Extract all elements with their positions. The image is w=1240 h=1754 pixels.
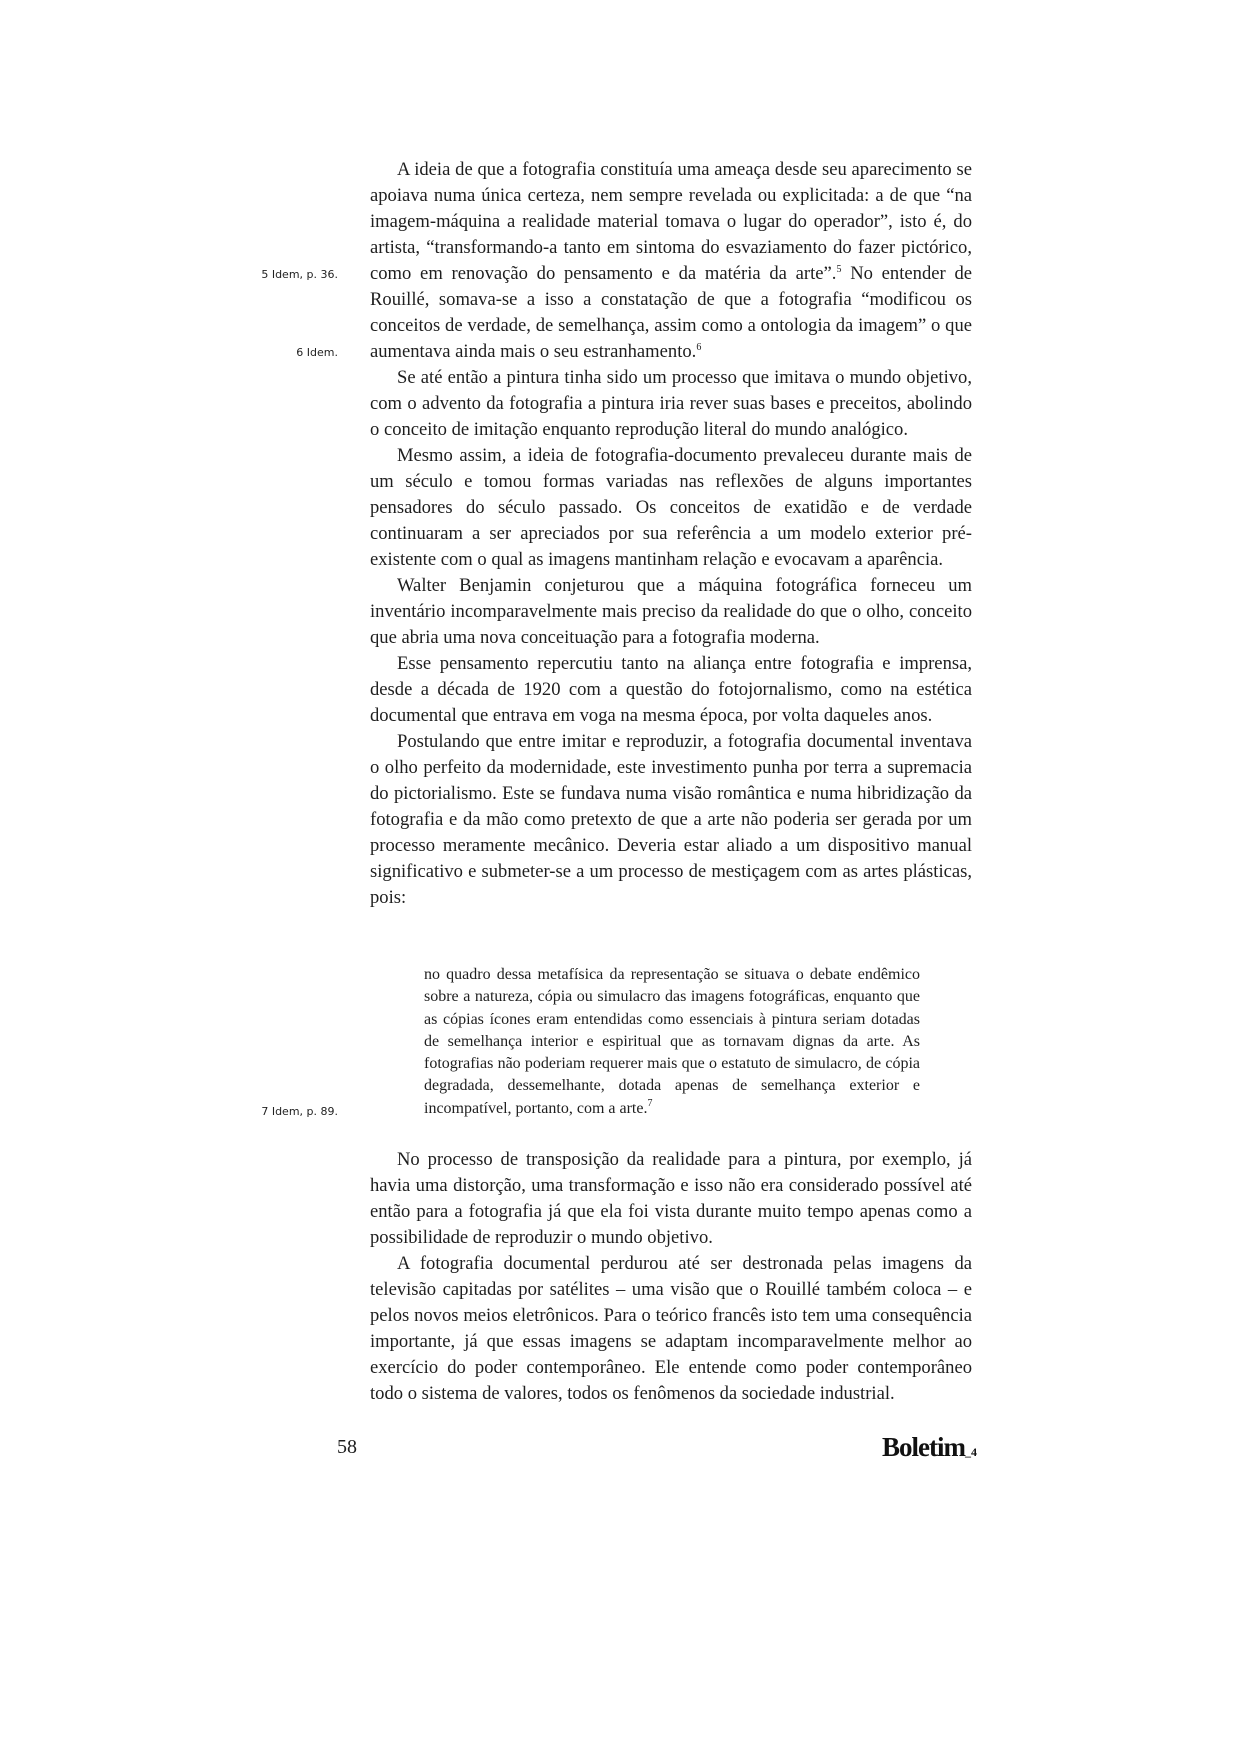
paragraph: Walter Benjamin conjeturou que a máquina fotográfica forneceu um inventário incomparavelmente mais preciso da realidade do que o olho, conceito que abria uma nova conceituação para a fotografia moderna. <box>370 575 972 648</box>
paragraph-text: A ideia de que a fotografia constituía uma ameaça desde seu aparecimento se apoiava numa única certeza, nem sempre revelada ou explicitada: a de que “na imagem-máquina a realidade material tomava o lugar do operador”, isto é, do artista, “transformando-a tanto em sintoma do esvaziamento do fazer pictórico, como em renovação do pensamento e da matéria da arte”. <box>370 159 972 284</box>
footnote-ref: 7 <box>647 1097 653 1109</box>
body-text-top <box>370 157 972 911</box>
margin-footnote: 5 Idem, p. 36. <box>261 268 338 281</box>
paragraph: Se até então a pintura tinha sido um processo que imitava o mundo objetivo, com o advento da fotografia a pintura iria rever suas bases e preceitos, abolindo o conceito de imitação enquanto reprodução literal do mundo analógico. <box>370 367 972 440</box>
paragraph: No processo de transposição da realidade para a pintura, por exemplo, já havia uma distorção, uma transformação e isso não era considerado possível até então para a fotografia já que ela foi vista durante muito tempo apenas como a possibilidade de reproduzir o mundo objetivo. <box>370 1149 972 1248</box>
paragraph <box>370 157 972 365</box>
paragraph: Esse pensamento repercutiu tanto na aliança entre fotografia e imprensa, desde a década de 1920 com a questão do fotojornalismo, como na estética documental que entrava em voga na mesma época, por volta daqueles anos. <box>370 653 972 726</box>
journal-title <box>882 1432 977 1463</box>
block-quote <box>424 964 920 1120</box>
paragraph: A fotografia documental perdurou até ser destronada pelas imagens da televisão capitadas por satélites – uma visão que o Rouillé também coloca – e pelos novos meios eletrônicos. Para o teórico francês isto tem uma consequência importante, já que essas imagens se adaptam incomparavelmente melhor ao exercício do poder contemporâneo. Ele entende como poder contemporâneo todo o sistema de valores, todos os fenômenos da sociedade industrial. <box>370 1253 972 1404</box>
paragraph: Mesmo assim, a ideia de fotografia-documento prevaleceu durante mais de um século e tomou formas variadas nas reflexões de alguns importantes pensadores do século passado. Os conceitos de exatidão e de verdade continuaram a ser apreciados por sua referência a um modelo exterior pré-existente com o qual as imagens mantinham relação e evocavam a aparência. <box>370 445 972 570</box>
journal-issue: _4 <box>964 1445 977 1459</box>
page-number: 58 <box>337 1436 357 1458</box>
footnote-ref: 6 <box>696 342 702 353</box>
margin-footnote: 7 Idem, p. 89. <box>261 1105 338 1118</box>
quote-text: no quadro dessa metafísica da representação se situava o debate endêmico sobre a natureza, cópia ou simulacro das imagens fotográficas, enquanto que as cópias ícones eram entendidas como essenciais à pintura seriam dotadas de semelhança interior e espiritual que as tornavam dignas da arte. As fotografias não poderiam requerer mais que o estatuto de simulacro, de cópia degradada, dessemelhante, dotada apenas de semelhança exterior e incompatível, portanto, com a arte. <box>424 966 920 1117</box>
footnote-ref: 5 <box>836 264 842 275</box>
margin-footnote: 6 Idem. <box>296 346 338 359</box>
paragraph-text: No entender de Rouillé, somava-se a isso a constatação de que a fotografia “modificou os conceitos de verdade, de semelhança, assim como a ontologia da imagem” o que aumentava ainda mais o seu estranhamento. <box>370 263 972 362</box>
journal-name: Boletim <box>882 1432 965 1462</box>
body-text-bottom <box>370 1147 972 1407</box>
paragraph: Postulando que entre imitar e reproduzir, a fotografia documental inventava o olho perfeito da modernidade, este investimento punha por terra a supremacia do pictorialismo. Este se fundava numa visão romântica e numa hibridização da fotografia e da mão como pretexto de que a arte não poderia ser gerada por um processo meramente mecânico. Deveria estar aliado a um dispositivo manual significativo e submeter-se a um processo de mestiçagem com as artes plásticas, pois: <box>370 731 972 908</box>
